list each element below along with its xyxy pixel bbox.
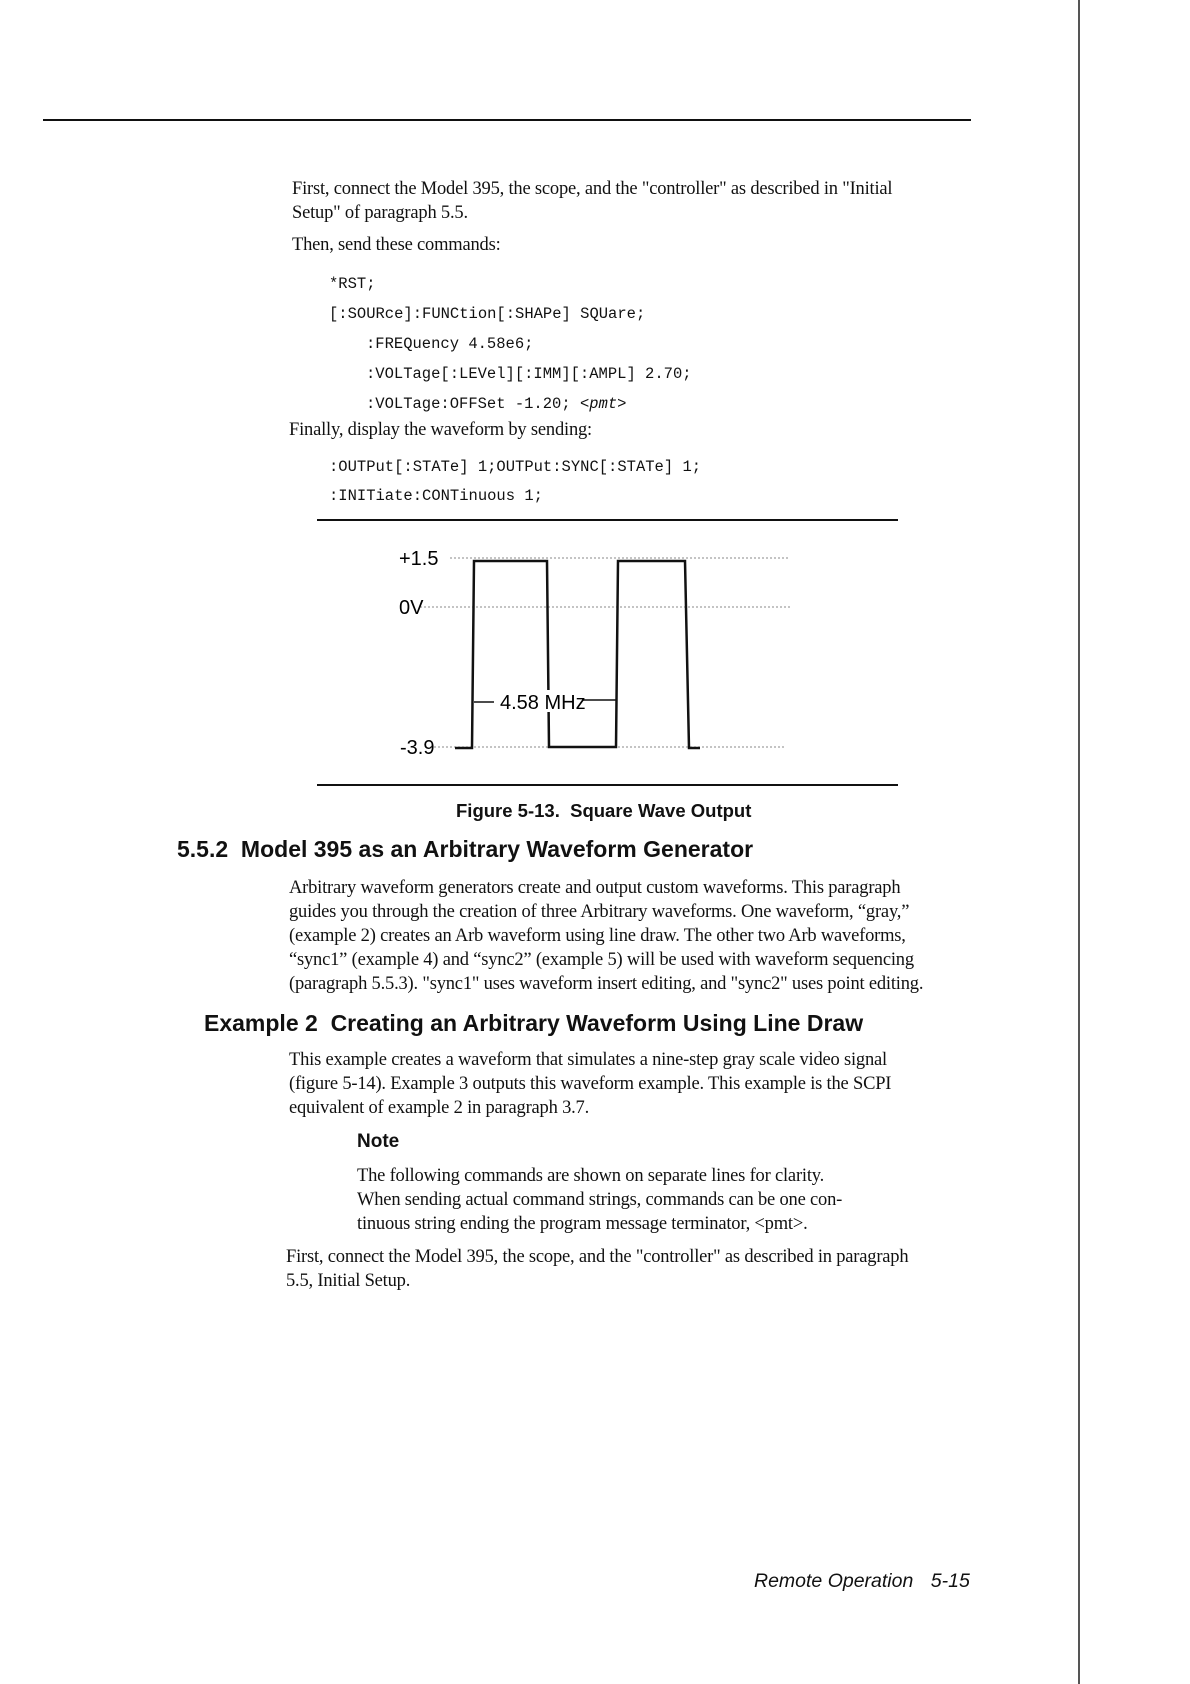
command-line: [:SOURce]:FUNCtion[:SHAPe] SQUare;: [329, 305, 646, 323]
command-line: :INITiate:CONTinuous 1;: [329, 487, 543, 505]
command-line: :OUTPut[:STATe] 1;OUTPut:SYNC[:STATe] 1;: [329, 458, 702, 476]
text-line: 5.5, Initial Setup.: [286, 1271, 411, 1291]
text-line: (figure 5-14). Example 3 outputs this waveform example. This example is the SCPI: [289, 1074, 892, 1094]
square-wave-figure: [0, 0, 1190, 800]
pmt-terminator: <pmt>: [579, 395, 627, 413]
figure-caption: Figure 5-13. Square Wave Output: [456, 800, 752, 821]
label-high: +1.5: [399, 548, 439, 570]
then-text: Then, send these commands:: [292, 235, 501, 255]
command-line: :VOLTage[:LEVel][:IMM][:AMPL] 2.70;: [366, 365, 692, 383]
section-heading: 5.5.2 Model 395 as an Arbitrary Waveform Generator: [177, 836, 754, 862]
text-line: guides you through the creation of three Arbitrary waveforms. One waveform, “gray,”: [289, 902, 910, 922]
note-text: [357, 1164, 842, 1236]
label-zero: 0V: [399, 597, 424, 619]
finally-text: Finally, display the waveform by sending:: [289, 420, 592, 440]
text-line: When sending actual command strings, commands can be one con-: [357, 1190, 843, 1210]
note-title: Note: [357, 1131, 400, 1152]
text-line: Setup" of paragraph 5.5.: [292, 203, 468, 223]
example-paragraph-2: [286, 1245, 908, 1293]
footer-section: Remote Operation: [754, 1570, 914, 1592]
command-text: :VOLTage:OFFSet -1.20;: [366, 395, 580, 413]
label-low: -3.9: [400, 737, 435, 759]
figure-bottom-rule: [317, 784, 898, 786]
text-line: equivalent of example 2 in paragraph 3.7.: [289, 1098, 590, 1118]
text-line: The following commands are shown on separate lines for clarity.: [357, 1166, 825, 1186]
square-wave-trace: [455, 561, 700, 748]
command-line: *RST;: [329, 275, 376, 293]
text-line: tinuous string ending the program message terminator, <pmt>.: [357, 1214, 808, 1234]
page-footer: [754, 1570, 970, 1593]
section-paragraph: [289, 876, 923, 996]
text-line: (example 2) creates an Arb waveform using line draw. The other two Arb waveforms,: [289, 926, 906, 946]
text-line: This example creates a waveform that simulates a nine-step gray scale video signal: [289, 1050, 887, 1070]
example-paragraph: [289, 1048, 891, 1120]
label-frequency: 4.58 MHz: [500, 692, 586, 714]
footer-page-number: 5-15: [930, 1570, 970, 1592]
text-line: “sync1” (example 4) and “sync2” (example 5) will be used with waveform sequencing: [289, 950, 914, 970]
text-line: First, connect the Model 395, the scope, and the "controller" as described in paragraph: [286, 1247, 909, 1267]
example-heading: Example 2 Creating an Arbitrary Waveform Using Line Draw: [204, 1010, 864, 1036]
text-line: (paragraph 5.5.3). "sync1" uses waveform insert editing, and "sync2" uses point editing.: [289, 974, 924, 994]
command-line: :FREQuency 4.58e6;: [366, 335, 534, 353]
text-line: Arbitrary waveform generators create and output custom waveforms. This paragraph: [289, 878, 901, 898]
text-line: First, connect the Model 395, the scope, and the "controller" as described in "Initial: [292, 179, 893, 199]
